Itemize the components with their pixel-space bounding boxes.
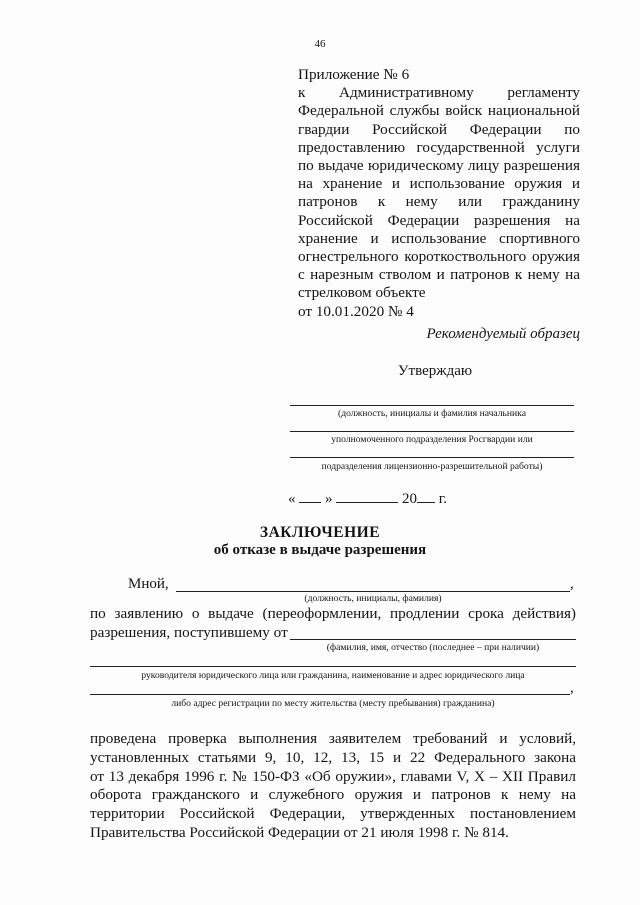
body-line: территории Российской Федерации, утвержденных постановлением	[90, 805, 576, 823]
page-number: 46	[314, 38, 326, 50]
appendix-line: с нарезным стволом и патронов к нему на	[298, 266, 580, 284]
by-me-line	[176, 591, 570, 592]
date-open-quote: «	[288, 491, 296, 507]
approver-caption-1: (должность, инициалы и фамилия начальника	[338, 408, 526, 419]
appendix-line: Федеральной службы войск национальной	[298, 102, 580, 120]
approver-caption-3: подразделения лицензионно-разрешительной работы)	[321, 461, 543, 472]
year-blank	[417, 488, 435, 503]
recommended-sample-label: Рекомендуемый образец	[426, 326, 580, 342]
approve-label: Утверждаю	[397, 363, 473, 379]
application-text	[90, 605, 576, 624]
year-prefix: 20	[402, 491, 417, 507]
body-line: Правительства Российской Федерации от 21 июля 1998 г. № 814.	[90, 823, 509, 841]
date-line	[288, 488, 447, 508]
document-subtitle: об отказе в выдаче разрешения	[213, 542, 427, 558]
day-blank	[299, 488, 321, 503]
by-me-trailing-comma: ,	[570, 576, 574, 592]
approver-signature-line	[290, 405, 574, 406]
by-me-label: Мной,	[128, 576, 169, 592]
applicant-address-line	[90, 694, 570, 695]
appendix-line: предоставлению государственной услуги	[298, 138, 580, 156]
appendix-line: Российской Федерации разрешения на	[298, 211, 580, 229]
applicant-head-caption: руководителя юридического лица или гражданина, наименование и адрес юридического лица	[141, 670, 525, 681]
document-title: ЗАКЛЮЧЕНИЕ	[259, 524, 381, 541]
body-paragraph	[90, 730, 576, 843]
approver-caption-2: уполномоченного подразделения Росгвардии или	[331, 434, 533, 445]
application-from-label: разрешения, поступившему от	[90, 624, 288, 641]
year-suffix: г.	[438, 491, 447, 507]
approver-signature-line	[290, 431, 574, 432]
application-line-1: по заявлению о выдаче (переоформлении, продлении срока действия)	[90, 605, 576, 622]
body-line: оборота гражданского и служебного оружия и патронов к нему на	[90, 786, 576, 804]
appendix-header	[298, 66, 580, 321]
appendix-line: от 10.01.2020 № 4	[298, 302, 414, 320]
appendix-line: на хранение и использование оружия и	[298, 175, 580, 193]
appendix-line: огнестрельного короткоствольного оружия	[298, 248, 580, 266]
month-blank	[336, 488, 398, 503]
address-trailing-comma: ,	[570, 680, 574, 696]
applicant-name-line	[290, 639, 576, 640]
body-line: от 13 декабря 1996 г. № 150-ФЗ «Об оружии», главами V, X – XII Правил	[90, 767, 576, 785]
appendix-line: патронов к нему или гражданину	[298, 193, 580, 211]
by-me-caption: (должность, инициалы, фамилия)	[304, 593, 442, 604]
applicant-name-caption: (фамилия, имя, отчество (последнее – при наличии)	[326, 642, 540, 653]
appendix-line: стрелковом объекте	[298, 284, 426, 302]
applicant-address-caption: либо адрес регистрации по месту жительства (месту пребывания) гражданина)	[171, 698, 495, 709]
appendix-line: хранение и использование спортивного	[298, 229, 580, 247]
applicant-head-line	[90, 666, 576, 667]
approver-signature-line	[290, 457, 574, 458]
date-close-quote: »	[325, 491, 333, 507]
appendix-line: к Административному регламенту	[298, 84, 580, 102]
appendix-line: гвардии Российской Федерации по	[298, 120, 580, 138]
body-line: проведена проверка выполнения заявителем требований и условий,	[90, 730, 576, 747]
body-line: установленных статьями 9, 10, 12, 13, 15 и 22 Федерального закона	[90, 748, 576, 766]
appendix-line: Приложение № 6	[298, 66, 410, 83]
appendix-line: по выдаче юридическому лицу разрешения	[298, 157, 580, 175]
